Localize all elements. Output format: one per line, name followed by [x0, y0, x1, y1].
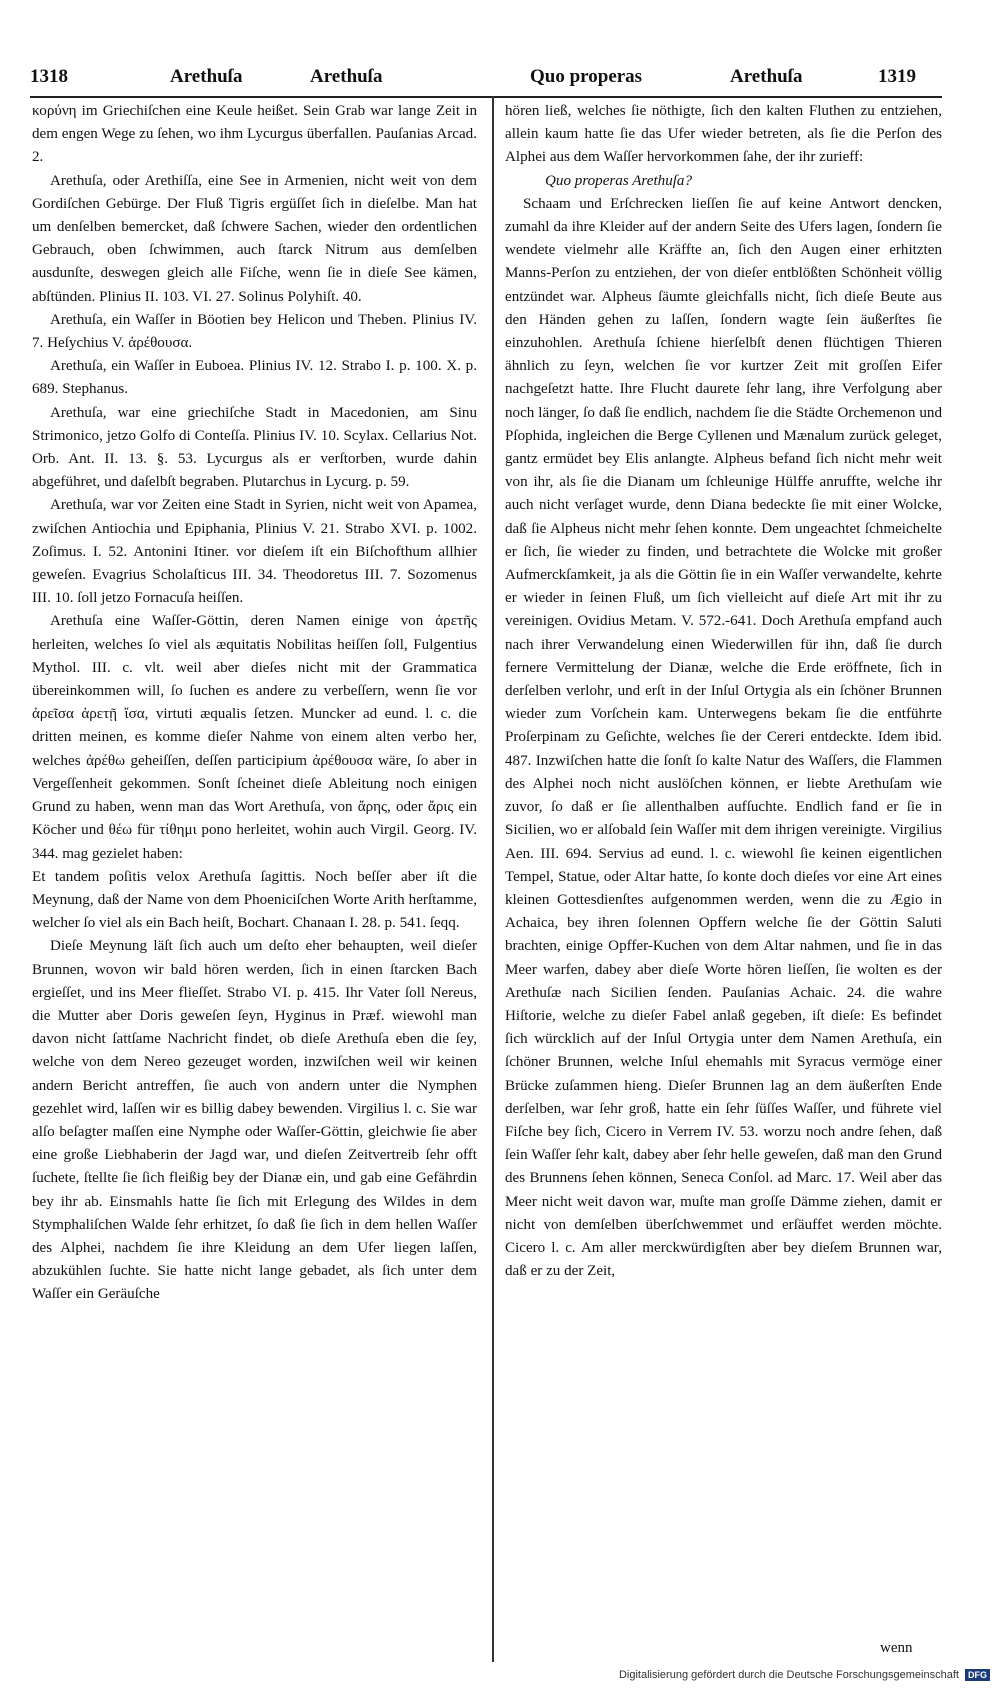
running-title-left-2: Arethuſa — [310, 66, 383, 87]
column-divider — [492, 96, 494, 1662]
paragraph: Arethuſa, oder Arethiſſa, eine See in Armenien, nicht weit von dem Gordiſchen Gebürge. Der Fluß Tigris ergüſſet ſich in dieſelbe. Man hat um denſelben bemercket, daß ſchwere Sachen, wieder den ordentlichen Gebrauch, oben ſchwimmen, auch ſtarck Nitrum aus demſelben ausdunſte, deswegen gleich alle Fiſche, wenn ſie in dieſe See kämen, abſtünden. Plinius II. 103. VI. 27. Solinus Polyhiſt. 40. — [32, 172, 477, 305]
footer-text: Digitalisierung gefördert durch die Deutsche Forschungsgemeinschaft — [618, 1669, 959, 1681]
page-number-left: 1318 — [30, 66, 68, 87]
digitization-footer — [619, 1669, 990, 1689]
paragraph: Arethuſa, ein Waſſer in Euboea. Plinius IV. 12. Strabo I. p. 100. X. p. 689. Stephanus. — [32, 358, 477, 398]
running-title-right-2: Arethuſa — [730, 66, 803, 87]
left-column — [32, 100, 477, 1307]
paragraph: Schaam und Erſchrecken lieſſen ſie auf keine Antwort dencken, zumahl da ihre Kleider auf der andern Seite des Ufers lagen, ſondern ſie wendete vielmehr alle Kräffte an, ſich den Augen einer erhitzten Manns-Perſon zu entziehen, der von dieſer entblößten Schönheit völlig entzündet war. Alpheus ſäumte gleichfalls nicht, ſich dieſe Beute aus den Händen gehen zu laſſen, ſondern wagte ſein äußerſtes ſie einzuhohlen. Arethuſa ſchiene hierſelbſt denen flüchtigen Thieren ähnlich zu ſeyn, welchen ſie vor kurtzer Zeit mit groſſen Eifer nachgeſetzt hatte. Ihre Flucht daurete ſehr lang, ihre Verfolgung aber noch länger, ſo daß ſie endlich, nachdem ſie die Städte Orchemenon und Pſophida, ingleichen die Berge Cyllenen und Mænalum zurück geleget, gantz ermüdet bey Elis anlangte. Alpheus befand ſich nicht mehr weit von ihr, als ſie die Dianam um ſchleunige Hülffe anruffte, welche ihr auch nicht verſaget wurde, denn Diana bedeckte ſie mit einer Wolcke, daß ſie Alpheus nicht mehr ſehen konnte. Dem ungeachtet ſchmeichelte er ſich, ſie wieder zu finden, und betrachtete die Wolcke mit großer Aufmerckſamkeit, ja als die Göttin ſie in ein Waſſer verwandelte, kehrte er wieder in ſeinen Fluß, um ſich vielleicht auf dieſe Art mit ihr zu vereinigen. Ovidius Metam. V. 572.-641. Doch Arethuſa empfand auch nach ihrer Verwandelung einen Wiederwillen für ihn, daß ſie durch fernere Vermittelung der Dianæ, welche die Erde eröffnete, ſich in derſelben verlohr, und erſt in der Inſul Ortygia als ein ſchöner Brunnen wieder zum Vorſchein kam. Unterwegens bekam ſie die entführte Proſerpinam zu Geſichte, welches ſie der Cereri entdeckte. Idem ibid. 487. Inzwiſchen hatte die ſonſt ſo kalte Natur des Waſſers, die Flammen des Alphei noch nicht auslöſchen können, er liebte Arethuſam wie zuvor, ſo daß er ſie allenthalben aufſuchte. Endlich fand er ſie in Sicilien, wo er alſobald ſein Waſſer mit dem ihrigen vereinigte. Virgilius Aen. III. 694. Servius ad eund. l. c. wiewohl ſie keinen eigentlichen Tempel, Statue, oder Altar hatte, ſo konte doch dieſes vor eine Art eines kleinen Gottesdienſtes aufgenommen werden, wenn die zu Ægio in Achaica, bey ihren ſolennen Opffern welche ſie der Göttin Saluti brachten, einige Opffer-Kuchen von dem Altar nahmen, und ſie in das Meer warfen, dabey aber dieſe Worte hören lieſſen, ſie wolten es der Arethuſæ nach Sicilien ſenden. Pauſanias Achaic. 24. die wahre Hiſtorie, welche zu dieſer Fabel anlaß gegeben, iſt dieſe: Es befindet ſich würcklich auf der Inſul Ortygia unter dem Namen Arethuſa, ein ſchöner Brunnen, welche Inſul ehemahls mit Syracus vermöge einer Brücke zuſammen hieng. Dieſer Brunnen lag an dem äußerſten Ende derſelben, war ſehr groß, hatte ein ſehr ſüſſes Waſſer, und führete viel Fiſche bey ſich, Cicero in Verrem IV. 53. worzu noch andre ſehen, daß ſein Waſſer ſehr kalt, dabey aber ſehr helle geweſen, daß man den Grund des Brunnens ſehen können, Seneca Conſol. ad Marc. 17. Weil aber das Meer nicht weit davon war, muſte man groſſe Dämme ziehen, damit er nicht von demſelben überſchwemmet und erſäuffet werden möchte. Cicero l. c. Am aller merckwürdigſten aber bey dieſem Brunnen war, daß er zu der Zeit, — [505, 195, 942, 1280]
paragraph: Et tandem poſitis velox Arethuſa ſagittis. Noch beſſer aber iſt die Meynung, daß der Name von dem Phoeniciſchen Worte Arith herſtamme, welcher ſo viel als ein Bach heiſt, Bochart. Chanaan I. 28. p. 541. ſeqq. — [32, 868, 477, 932]
dfg-logo: DFG — [965, 1669, 990, 1681]
page-number-right: 1319 — [878, 66, 916, 87]
paragraph: Arethuſa, war vor Zeiten eine Stadt in Syrien, nicht weit von Apamea, zwiſchen Antiochia und Epiphania, Plinius V. 21. Strabo XVI. p. 1002. Zoſimus. I. 52. Antonini Itiner. vor dieſem iſt ein Biſchofthum allhier geweſen. Evagrius Scholaſticus III. 34. Theodoretus III. 7. Sozomenus III. 10. ſoll jetzo Fornacuſa heiſſen. — [32, 497, 477, 607]
catchword: wenn — [880, 1640, 913, 1656]
paragraph: Arethuſa eine Waſſer-Göttin, deren Namen einige von ἀρετῆς herleiten, welches ſo viel als æquitatis Nobilitas heiſſen ſoll, Fulgentius Mythol. III. c. vlt. weil aber dieſes nicht mit der Grammatica übereinkommen will, ſo ſuchen es andere zu verbeſſern, wenn ſie vor ἀρεῖσα ἀρετῇ ἴσα, virtuti æqualis ſetzen. Muncker ad eund. l. c. die dritten meinen, es komme dieſer Nahme von einem alten verbo her, welches ἀρέθω geheiſſen, deſſen participium ἀρέθουσα wäre, ſo aber in Vergeſſenheit gekommen. Sonſt ſcheinet dieſe Ableitung noch einigen Grund zu haben, wenn man das Wort Arethuſa, von ἄρης, oder ἄρις ein Köcher und θέω für τίθημι pono herleitet, wohin auch Virgil. Georg. IV. 344. mag gezielet haben: — [32, 613, 477, 862]
header-rule — [30, 96, 942, 98]
right-column — [505, 100, 942, 1283]
paragraph: Arethuſa, ein Waſſer in Böotien bey Helicon und Theben. Plinius IV. 7. Heſychius V. ἀρέθουσα. — [32, 311, 477, 352]
paragraph: hören ließ, welches ſie nöthigte, ſich den kalten Fluthen zu entziehen, allein kaum hatte ſie das Ufer wieder betreten, als ſie die Perſon des Alphei aus dem Waſſer hervorkommen ſahe, der ihr zurieff: — [505, 103, 942, 166]
running-title-left-1: Arethuſa — [170, 66, 243, 87]
paragraph: κορύνη im Griechiſchen eine Keule heißet. Sein Grab war lange Zeit in dem engen Wege zu ſehen, wo ihm Lycurgus überfallen. Pauſanias Arcad. 2. — [32, 103, 477, 166]
paragraph: Arethuſa, war eine griechiſche Stadt in Macedonien, am Sinu Strimonico, jetzo Golfo di Conteſſa. Plinius IV. 10. Scylax. Cellarius Not. Orb. Ant. II. 13. §. 53. Lycurgus als er verſtorben, wurde dahin abgeführet, und daſelbſt begraben. Plutarchus in Lycurg. p. 59. — [32, 404, 477, 491]
running-title-right-1: Quo properas — [530, 66, 643, 87]
paragraph: Dieſe Meynung läſt ſich auch um deſto eher behaupten, weil dieſer Brunnen, wovon wir bald hören werden, ſich in einen ſtarcken Bach ergieſſet, und ins Meer flieſſet. Strabo VI. p. 415. Ihr Vater ſoll Nereus, die Mutter aber Doris geweſen ſeyn, Hyginus in Præf. wiewohl man davon nicht ſattſame Nachricht findet, ob dieſe Arethuſa eben die ſey, welche von dem Nereo gezeuget worden, inzwiſchen weil wir keinen andern Bericht antreffen, ſie auch von andern unter die Nymphen gezehlet wird, laſſen wir es billig dabey bewenden. Virgilius l. c. Sie war alſo beſagter maſſen eine Nymphe oder Waſſer-Göttin, gleichwie ſie aber eine große Liebhaberin der Jagd war, und dieſen Zeitvertreib ſehr offt ſuchete, ſtellte ſie ſich fleißig bey der Dianæ ein, und gab eine Gefährdin bey ihr ab. Einsmahls hatte ſie ſich mit Erlegung des Wildes in dem Stymphaliſchen Walde ſehr erhitzet, ſo daß ſie ſich in dem hellen Waſſer des Alphei, nachdem ſie ihre Kleidung an dem Ufer liegen laſſen, abzukühlen ſuchte. Sie hatte nicht lange gebadet, als ſich unter dem Waſſer ein Geräuſche — [32, 938, 477, 1303]
verse-quote: Quo properas Arethuſa? — [545, 172, 693, 189]
